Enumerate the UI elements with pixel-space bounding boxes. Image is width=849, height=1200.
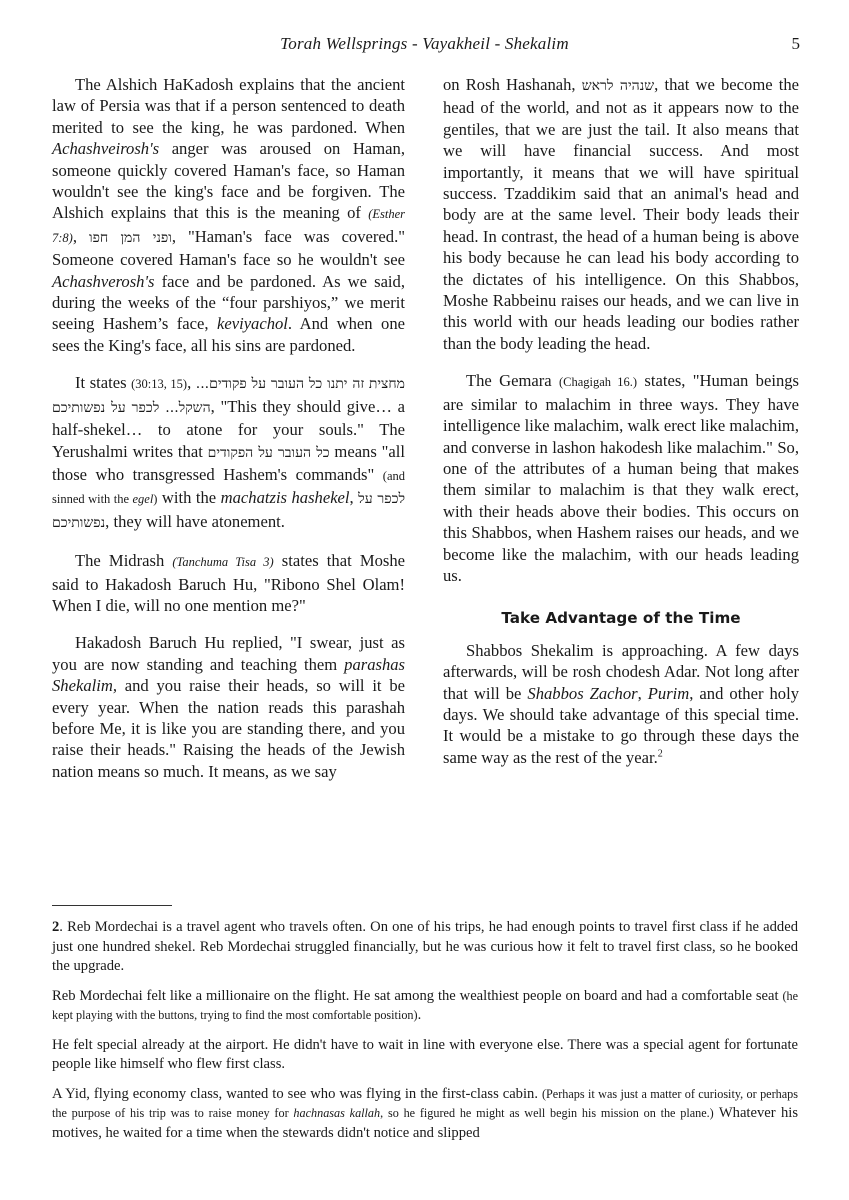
text-run: , [637,683,648,703]
left-column [52,74,405,798]
paragraph [52,550,405,616]
text-run: He felt special already at the airport. He didn't have to wait in line with everyone else. There was a special agent for fortunate people like himself who flew first class. [52,1036,798,1072]
footnote-paragraph [52,918,798,977]
text-run: Hakadosh Baruch Hu replied, "I swear, just as you are now standing and teaching them [52,633,405,674]
paragraph [52,74,405,356]
text-run: machatzis hashekel [220,488,350,508]
footnotes [52,918,798,1153]
text-run: , [349,488,359,508]
citation: (Chagigah 16.) [558,375,638,390]
paragraph [443,370,799,586]
text-run: . And when one sees the King's face, all his sins are pardoned. [52,314,405,355]
text-run: Shabbos Zachor [527,683,638,703]
paragraph [443,640,799,768]
paragraph [52,632,405,782]
text-run: The Midrash [75,551,173,571]
text-run: anger was aroused on Haman, someone quickly covered Haman's face, so Haman wouldn't see the king's face and be forgiven. The Alshich explains that this is the meaning of [52,139,405,223]
text-run: and you raise their heads, so will it be every year. When the nation reads this parashah before Me, it is like you are standing there, and you raise their heads." Raising the heads of the Jewish nation means so much. It means, as we say [52,676,405,781]
paragraph [52,372,405,534]
aside-text: (Perhaps it was just a matter of curiosity, or perhaps the purpose of his trip was to raise money for [52,1086,798,1120]
text-run: keviyachol [216,314,288,334]
text-run: The Alshich HaKadosh explains that the ancient law of Persia was that if a person sentenced to death merited to see the king, he was pardoned. When [52,75,405,137]
aside-text: (he kept playing with the buttons, trying to find the most comfortable position) [52,988,798,1022]
citation: (30:13, 15) [131,377,188,392]
text-run: , [187,373,196,393]
aside-text: egel [132,492,154,507]
text-run: states that Moshe said to Hakadosh Baruch Hu, "Ribono Shel Olam! When I die, will no one mention me?" [52,551,405,615]
text-run: , they will have atonement. [105,511,285,531]
footnote-divider [52,905,172,906]
hebrew-text: מחצית השקל... לכפר על נפשותיכם [52,376,405,416]
citation: (Esther 7:8) [52,207,405,245]
aside-text: ) [153,492,158,507]
hebrew-text: שנהיה לראש [581,78,655,94]
aside-text: (and sinned with the [52,468,405,507]
text-run: Achashverosh's [52,271,155,291]
text-run: It states [75,373,132,393]
footnote-number: 2 [52,919,60,935]
right-column [443,74,799,784]
text-run: Achashveirosh's [52,139,160,159]
hebrew-text: כל העובר על הפקודים [207,444,330,461]
text-run: means "all those who transgressed Hashem's commands" [52,441,405,484]
text-run: A Yid, flying economy class, wanted to see who was flying in the first-class cabin. [52,1085,542,1102]
text-run: . Reb Mordechai is a travel agent who travels often. On one of his trips, he had enough points to travel first class if he added just one hundred shekel. Reb Mordechai struggled financially, but he was curious how it felt to travel first class, so he booked the upgrade. [52,919,798,974]
footnote-paragraph [52,1036,798,1075]
hebrew-text: לכפר על נפשותיכם [52,491,406,531]
footnote-paragraph [52,1085,798,1144]
text-run: Reb Mordechai felt like a millionaire on the flight. He sat among the wealthiest people on board and had a comfortable seat [52,987,783,1004]
text-run: , "This they should give… a half-shekel… to atone for your souls." The Yerushalmi writes that [52,396,405,461]
text-run: Shabbos Shekalim is approaching. A few days afterwards, will be rosh chodesh Adar. Not long after that will be [443,640,799,703]
hebrew-text: ופני המן חפו [88,229,172,246]
text-run: Whatever his motives, he waited for a time when the stewards didn't notice and slipped [52,1105,798,1141]
text-run: on Rosh Hashanah, [443,75,582,94]
text-run: The Gemara [466,371,559,391]
text-run: Purim [647,683,690,703]
text-run: parashas Shekalim, [52,654,405,696]
text-run: , and other holy days. We should take advantage of this special time. It would be a mistake to go through these days the same way as the rest of the year. [443,683,800,767]
citation: (Tanchuma Tisa 3) [172,555,274,570]
footnote-marker: 2 [657,748,663,760]
text-run: . [417,1007,422,1023]
page-number: 5 [791,34,800,53]
header-title: Torah Wellsprings - Vayakheil - Shekalim [280,34,569,53]
text-run: , that we become the head of the world, and not as it appears now to the gentiles, that we are just the tail. It also means that we will have financial success. And most importantly, it means that we will have spiritual success. Tzaddikim said that an animal's head and body are at the same level. Their body leads their head. In contrast, the head of a human being is above his body because he can lead his body according to the dictates of his intelligence. On this Shabbos, Moshe Rabbeinu raises our heads, and we can live in this world with our heads leading our bodies rather than the body leading the head. [443,75,800,353]
aside-text: , so he figured he might as well begin his mission on the plane.) [380,1106,714,1120]
text-run: with the [157,488,221,508]
text-run: , "Haman's face was covered." Someone covered Haman's face so he wouldn't see [52,226,406,270]
section-heading: Take Advantage of the Time [501,609,741,628]
running-header [0,34,849,58]
text-run: states, "Human beings are similar to malachim in three ways. They have intelligence like malachim, walk erect like malachim, and converse in lashon hakodesh like malachim." So, one of the attributes of a human being that makes them similar to malachim is that they walk erect, with their heads above their bodies. This occurs on this Shabbos, when Hashem raises our heads, and we become like the malachim, with our heads leading us. [443,371,799,585]
footnote-paragraph [52,987,798,1026]
hebrew-text: זה יתנו כל העובר על פקודים... [195,376,365,393]
paragraph [443,74,799,354]
text-run: , [72,226,89,246]
text-run: face and be pardoned. As we said, during the weeks of the “four parshiyos,” we merit seeing Hashem’s face, [52,271,405,334]
aside-text: hachnasas kallah [293,1106,381,1120]
